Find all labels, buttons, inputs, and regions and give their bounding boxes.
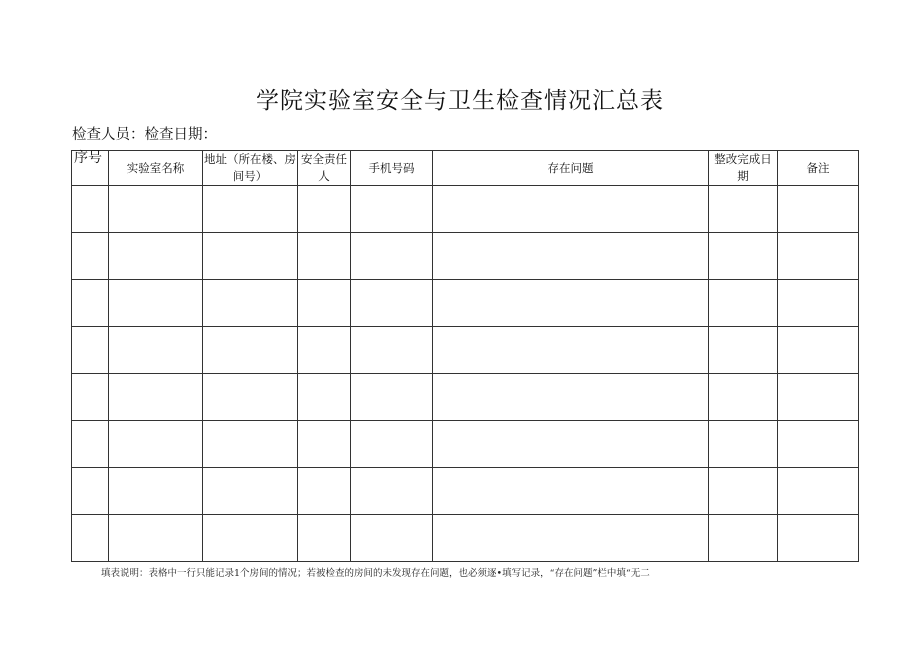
cell-seq-no bbox=[72, 421, 109, 468]
cell-safety-officer bbox=[298, 327, 351, 374]
cell-issues bbox=[433, 421, 709, 468]
cell-address bbox=[203, 280, 298, 327]
cell-rectify-date bbox=[709, 374, 778, 421]
cell-issues bbox=[433, 374, 709, 421]
table-row bbox=[72, 421, 859, 468]
cell-issues bbox=[433, 327, 709, 374]
header-rectify-date: 整改完成日期 bbox=[709, 151, 778, 186]
table-header-row bbox=[72, 151, 859, 186]
table-row bbox=[72, 186, 859, 233]
cell-phone bbox=[351, 233, 433, 280]
cell-safety-officer bbox=[298, 233, 351, 280]
cell-address bbox=[203, 468, 298, 515]
cell-phone bbox=[351, 374, 433, 421]
cell-lab-name bbox=[109, 468, 203, 515]
cell-phone bbox=[351, 421, 433, 468]
cell-address bbox=[203, 186, 298, 233]
cell-lab-name bbox=[109, 233, 203, 280]
cell-issues bbox=[433, 515, 709, 562]
cell-remarks bbox=[778, 233, 859, 280]
cell-remarks bbox=[778, 421, 859, 468]
header-address: 地址（所在楼、房间号） bbox=[203, 151, 298, 186]
cell-address bbox=[203, 327, 298, 374]
cell-issues bbox=[433, 468, 709, 515]
cell-safety-officer bbox=[298, 374, 351, 421]
cell-address bbox=[203, 421, 298, 468]
table-row bbox=[72, 468, 859, 515]
cell-rectify-date bbox=[709, 186, 778, 233]
cell-rectify-date bbox=[709, 233, 778, 280]
inspector-date-line: 检查人员：检查日期： bbox=[72, 127, 217, 143]
table-body bbox=[72, 186, 859, 562]
cell-remarks bbox=[778, 374, 859, 421]
cell-phone bbox=[351, 186, 433, 233]
cell-remarks bbox=[778, 468, 859, 515]
cell-lab-name bbox=[109, 515, 203, 562]
inspection-summary-table bbox=[71, 150, 859, 562]
cell-lab-name bbox=[109, 186, 203, 233]
cell-safety-officer bbox=[298, 186, 351, 233]
header-remarks: 备注 bbox=[778, 151, 859, 186]
cell-rectify-date bbox=[709, 327, 778, 374]
cell-safety-officer bbox=[298, 280, 351, 327]
table-row bbox=[72, 515, 859, 562]
cell-address bbox=[203, 374, 298, 421]
cell-phone bbox=[351, 468, 433, 515]
cell-remarks bbox=[778, 186, 859, 233]
table-row bbox=[72, 374, 859, 421]
cell-seq-no bbox=[72, 280, 109, 327]
cell-issues bbox=[433, 280, 709, 327]
cell-safety-officer bbox=[298, 421, 351, 468]
page-title: 学院实验室安全与卫生检查情况汇总表 bbox=[256, 88, 664, 114]
fill-instructions-note: 填表说明：表格中一行只能记录1个房间的情况；若被检查的房间的未发现存在问题，也必须逐•填写记录，“存在问题”栏中填“无二 bbox=[101, 568, 650, 579]
cell-rectify-date bbox=[709, 280, 778, 327]
header-phone: 手机号码 bbox=[351, 151, 433, 186]
cell-phone bbox=[351, 280, 433, 327]
cell-remarks bbox=[778, 327, 859, 374]
cell-lab-name bbox=[109, 280, 203, 327]
cell-lab-name bbox=[109, 421, 203, 468]
cell-seq-no bbox=[72, 515, 109, 562]
cell-safety-officer bbox=[298, 515, 351, 562]
cell-lab-name bbox=[109, 374, 203, 421]
cell-remarks bbox=[778, 515, 859, 562]
header-seq-no: 序号 bbox=[72, 151, 109, 186]
cell-phone bbox=[351, 515, 433, 562]
cell-rectify-date bbox=[709, 468, 778, 515]
cell-address bbox=[203, 515, 298, 562]
cell-seq-no bbox=[72, 468, 109, 515]
header-issues: 存在问题 bbox=[433, 151, 709, 186]
cell-lab-name bbox=[109, 327, 203, 374]
table-row bbox=[72, 327, 859, 374]
cell-remarks bbox=[778, 280, 859, 327]
table-row bbox=[72, 280, 859, 327]
cell-seq-no bbox=[72, 186, 109, 233]
cell-phone bbox=[351, 327, 433, 374]
cell-seq-no bbox=[72, 327, 109, 374]
cell-address bbox=[203, 233, 298, 280]
cell-rectify-date bbox=[709, 421, 778, 468]
header-lab-name: 实验室名称 bbox=[109, 151, 203, 186]
cell-safety-officer bbox=[298, 468, 351, 515]
cell-issues bbox=[433, 186, 709, 233]
table-row bbox=[72, 233, 859, 280]
header-safety-officer: 安全责任人 bbox=[298, 151, 351, 186]
cell-issues bbox=[433, 233, 709, 280]
cell-seq-no bbox=[72, 374, 109, 421]
cell-seq-no bbox=[72, 233, 109, 280]
cell-rectify-date bbox=[709, 515, 778, 562]
